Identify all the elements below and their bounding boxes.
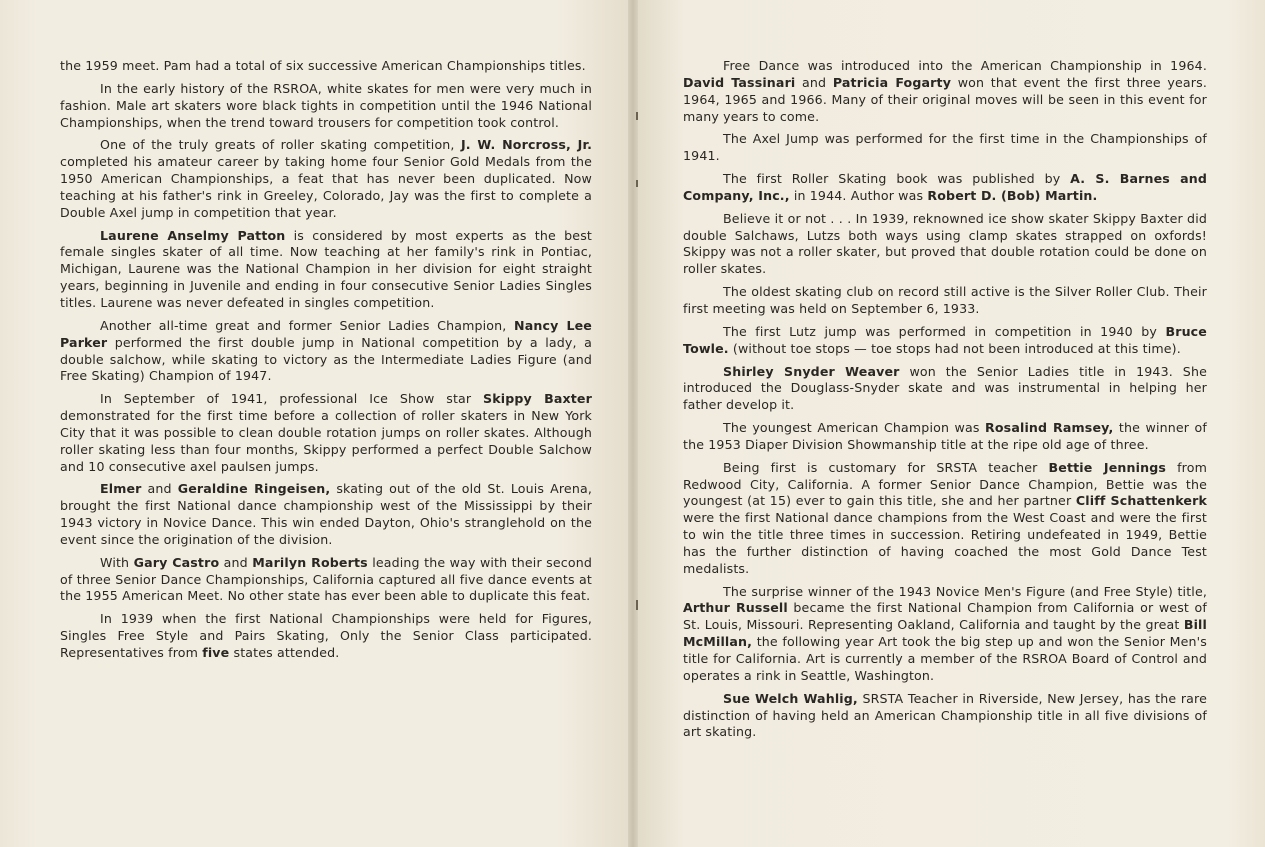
paragraph: The surprise winner of the 1943 Novice Men's Figure (and Free Style) title, Arthur Russell became the first National Champion from California or west of St. Louis, Missouri. Representing Oakland, California and taught by the great Bill McMillan, the following year Art took the big step up and won the Senior Men's title for California. Art is currently a member of the RSROA Board of Control and operates a rink in Seattle, Washington. bbox=[683, 583, 1207, 683]
paragraph: In 1939 when the first National Championships were held for Figures, Singles Free Style and Pairs Skating, Only the Senior Class participated. Representatives from five states attended. bbox=[60, 611, 592, 660]
paragraph: In the early history of the RSROA, white skates for men were very much in fashion. Male art skaters wore black tights in competition until the 1946 National Championships, when the trend toward trousers for competition took control. bbox=[60, 80, 592, 130]
paragraph: Sue Welch Wahlig, SRSTA Teacher in Riverside, New Jersey, has the rare distinction of having held an American Championship title in all five divisions of art skating. bbox=[683, 690, 1207, 740]
paragraph: Believe it or not . . . In 1939, reknowned ice show skater Skippy Baxter did double Salchaws, Lutzs both ways using clamp skates strapped on oxfords! Skippy was not a roller skater, but proved that double rotation could be done on roller skates. bbox=[683, 210, 1207, 277]
left-column bbox=[60, 58, 592, 668]
paragraph: In September of 1941, professional Ice Show star Skippy Baxter demonstrated for the first time before a collection of roller skaters in New York City that it was possible to clean double rotation jumps on roller skates. Although roller skating less than four months, Skippy performed a perfect Double Salchow and 10 consecutive axel paulsen jumps. bbox=[60, 391, 592, 474]
paragraph: Elmer and Geraldine Ringeisen, skating out of the old St. Louis Arena, brought the first National dance championship west of the Mississippi by their 1943 victory in Novice Dance. This win ended Dayton, Ohio's stranglehold on the event since the origination of the division. bbox=[60, 481, 592, 547]
binding-mark bbox=[636, 600, 638, 610]
paragraph: Another all-time great and former Senior Ladies Champion, Nancy Lee Parker performed the first double jump in National competition by a lady, a double salchow, while skating to victory as the Intermediate Ladies Figure (and Free Skating) Champion of 1947. bbox=[60, 317, 592, 384]
paragraph: The first Roller Skating book was published by A. S. Barnes and Company, Inc., in 1944. Author was Robert D. (Bob) Martin. bbox=[683, 171, 1207, 203]
paragraph: Being first is customary for SRSTA teacher Bettie Jennings from Redwood City, California. A former Senior Dance Champion, Bettie was the youngest (at 15) ever to gain this title, she and her partner Cliff Schattenkerk were the first National dance champions from the West Coast and were the first to win the title three times in succession. Retiring undefeated in 1949, Bettie has the further distinction of having coached the most Gold Dance Test medalists. bbox=[683, 459, 1207, 576]
paragraph: Shirley Snyder Weaver won the Senior Ladies title in 1943. She introduced the Douglass-Snyder skate and was instrumental in helping her father develop it. bbox=[683, 363, 1207, 413]
binding-mark bbox=[636, 180, 638, 187]
paragraph: The oldest skating club on record still active is the Silver Roller Club. Their first meeting was held on September 6, 1933. bbox=[683, 284, 1207, 316]
paragraph: Laurene Anselmy Patton is considered by most experts as the best female singles skater of all time. Now teaching at her family's rink in Pontiac, Michigan, Laurene was the National Champion in her division for eight straight years, beginning in Juvenile and ending in four consecutive Senior Ladies Singles titles. Laurene was never defeated in singles competition. bbox=[60, 227, 592, 310]
paragraph: The first Lutz jump was performed in competition in 1940 by Bruce Towle. (without toe stops — toe stops had not been introduced at this time). bbox=[683, 323, 1207, 356]
paragraph: With Gary Castro and Marilyn Roberts leading the way with their second of three Senior Dance Championships, California captured all five dance events at the 1955 American Meet. No other state has ever been able to duplicate this feat. bbox=[60, 554, 592, 604]
paragraph: The Axel Jump was performed for the first time in the Championships of 1941. bbox=[683, 131, 1207, 164]
right-column bbox=[683, 58, 1207, 747]
paragraph: The youngest American Champion was Rosalind Ramsey, the winner of the 1953 Diaper Division Showmanship title at the ripe old age of three. bbox=[683, 420, 1207, 452]
binding-mark bbox=[636, 112, 638, 120]
paragraph: Free Dance was introduced into the American Championship in 1964. David Tassinari and Patricia Fogarty won that event the first three years. 1964, 1965 and 1966. Many of their original moves will be seen in this event for many years to come. bbox=[683, 58, 1207, 124]
paragraph: the 1959 meet. Pam had a total of six successive American Championships titles. bbox=[60, 58, 586, 73]
paragraph: One of the truly greats of roller skating competition, J. W. Norcross, Jr. completed his amateur career by taking home four Senior Gold Medals from the 1950 American Championships, a feat that has never been duplicated. Now teaching at his father's rink in Greeley, Colorado, Jay was the first to complete a Double Axel jump in competition that year. bbox=[60, 137, 593, 220]
book-gutter bbox=[628, 0, 638, 847]
